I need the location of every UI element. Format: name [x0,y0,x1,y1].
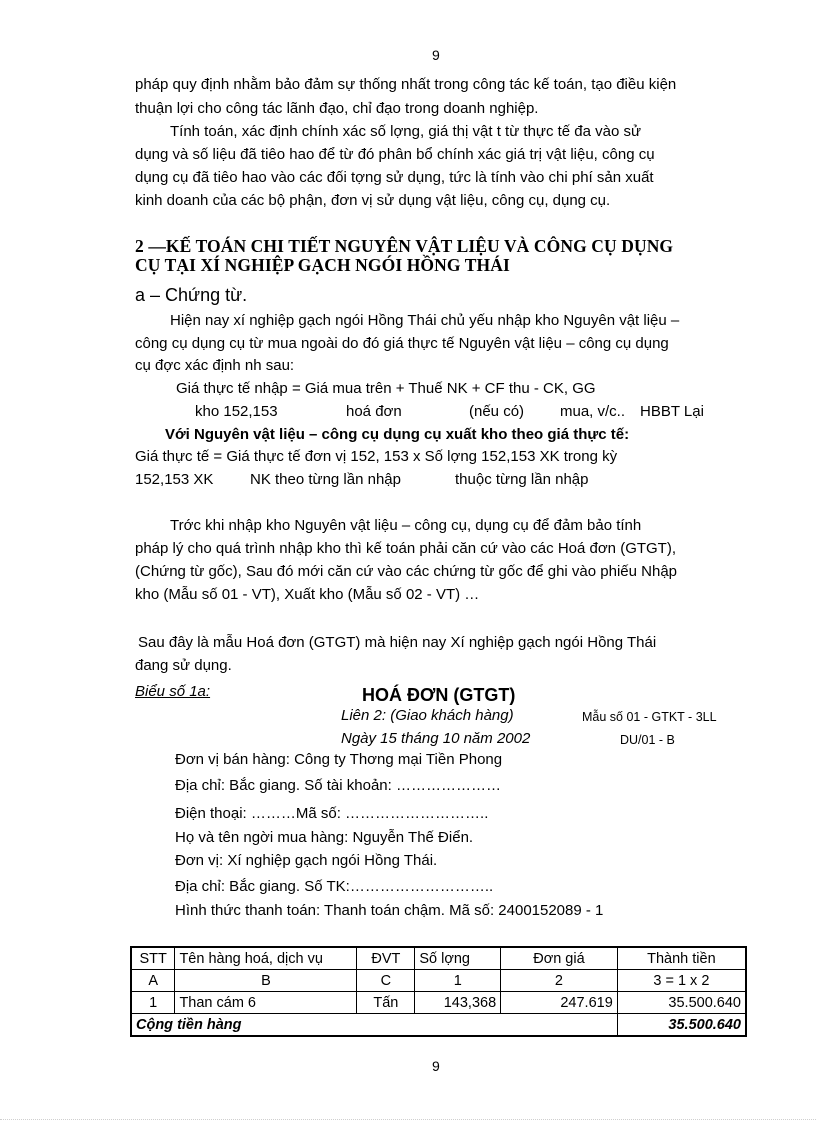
table-cell: B [175,970,357,992]
text-line: dụng cụ đã tiêo hao vào các đối tợng sử dụng, tức là tính vào chi phí sản xuất [135,169,654,186]
table-cell: 1 [131,992,175,1014]
text-line: kho (Mẫu số 01 - VT), Xuất kho (Mẫu số 02 - VT) … [135,586,480,603]
invoice-date: Ngày 15 tháng 10 năm 2002 [341,730,531,747]
table-header-row [131,947,746,970]
table-cell: C [357,970,415,992]
text-line: Hiện nay xí nghiệp gạch ngói Hồng Thái chủ yếu nhập kho Nguyên vật liệu – [170,312,680,329]
text-line: pháp lý cho quá trình nhập kho thì kế toán phải căn cứ vào các Hoá đơn (GTGT), [135,540,677,557]
formula-term: kho 152,153 [195,403,278,420]
invoice-copy-line: Liên 2: (Giao khách hàng) [341,707,514,724]
bold-line: Với Nguyên vật liệu – công cụ dụng cụ xuất kho theo giá thực tế: [165,426,630,443]
table-cell: 3 = 1 x 2 [617,970,746,992]
table-cell: Than cám 6 [175,992,357,1014]
seller-address-line: Địa chỉ: Bắc giang. Số tài khoản: ………………… [175,777,501,794]
seller-phone-line: Điện thoại: ………Mã số: ……………………….. [175,805,489,822]
seller-line: Đơn vị bán hàng: Công ty Thơng mại Tiền Phong [175,751,503,768]
table-row [131,992,746,1014]
invoice-title: HOÁ ĐƠN (GTGT) [362,685,516,705]
text-line: công cụ dụng cụ từ mua ngoài do đó giá thực tế Nguyên vật liệu – công cụ dụng [135,335,669,352]
invoice-form-code: Mẫu số 01 - GTKT - 3LL [582,710,717,724]
formula-term: NK theo từng lần nhập [250,471,401,488]
formula-term: 152,153 XK [135,471,214,488]
text-line: (Chứng từ gốc), Sau đó mới căn cứ vào các chứng từ gốc để ghi vào phiếu Nhập [135,563,677,580]
text-line: Tính toán, xác định chính xác số lợng, giá thị vật t từ thực tế đa vào sử [170,123,642,140]
formula-term: HBBT Lại [640,403,704,420]
payment-line: Hình thức thanh toán: Thanh toán chậm. Mã số: 2400152089 - 1 [175,902,604,919]
column-header: Tên hàng hoá, dịch vụ [175,947,357,970]
heading-line: CỤ TẠI XÍ NGHIỆP GẠCH NGÓI HỒNG THÁI [135,255,510,275]
buyer-unit-line: Đơn vị: Xí nghiệp gạch ngói Hồng Thái. [175,852,438,869]
column-header: ĐVT [357,947,415,970]
table-cell: A [131,970,175,992]
page-bottom-dotted-rule [0,1119,816,1120]
text-line: dụng và số liệu đã tiêo hao để từ đó phân bổ chính xác giá trị vật liệu, công cụ [135,146,655,163]
text-line: kinh doanh của các bộ phận, đơn vị sử dụng vật liệu, công cụ, dụng cụ. [135,192,611,209]
text-line: đang sử dụng. [135,657,232,674]
formula-line: Giá thực tế = Giá thực tế đơn vị 152, 153 x Số lợng 152,153 XK trong kỳ [135,448,618,465]
formula-line: Giá thực tế nhập = Giá mua trên + Thuế NK + CF thu - CK, GG [176,380,596,397]
column-header: Thành tiền [617,947,746,970]
total-label: Cộng tiền hàng [131,1014,617,1037]
table-code-row [131,970,746,992]
figure-label: Biểu số 1a: [135,683,211,700]
text-line: Sau đây là mẫu Hoá đơn (GTGT) mà hiện nay Xí nghiệp gạch ngói Hồng Thái [138,634,657,651]
table-cell: 247.619 [501,992,618,1014]
text-line: Trớc khi nhập kho Nguyên vật liệu – công cụ, dụng cụ để đảm bảo tính [170,517,642,534]
buyer-name-line: Họ và tên ngời mua hàng: Nguyễn Thế Điển. [175,829,474,846]
formula-term: (nếu có) [469,403,525,420]
buyer-address-line: Địa chỉ: Bắc giang. Số TK:……………………….. [175,878,494,895]
table-cell: 143,368 [415,992,501,1014]
formula-term: hoá đơn [346,403,402,420]
heading-line: 2 —KẾ TOÁN CHI TIẾT NGUYÊN VẬT LIỆU VÀ CÔNG CỤ DỤNG [135,236,674,256]
formula-term: mua, v/c.. [560,403,626,420]
total-value: 35.500.640 [617,1014,746,1037]
table-cell: Tấn [357,992,415,1014]
text-line: cụ đợc xác định nh sau: [135,357,295,374]
formula-term: thuộc từng lần nhập [455,471,589,488]
page-number-bottom: 9 [432,1058,440,1074]
column-header: STT [131,947,175,970]
text-line: thuận lợi cho công tác lãnh đạo, chỉ đạo trong doanh nghiệp. [135,100,539,117]
invoice-table [130,946,747,1037]
table-cell: 35.500.640 [617,992,746,1014]
page-number-top: 9 [432,47,440,63]
column-header: Số lợng [415,947,501,970]
table-total-row [131,1014,746,1037]
table-cell: 1 [415,970,501,992]
column-header: Đơn giá [501,947,618,970]
table-cell: 2 [501,970,618,992]
subsection-heading: a – Chứng từ. [135,285,248,305]
invoice-serial: DU/01 - B [620,733,675,747]
text-line: pháp quy định nhằm bảo đảm sự thống nhất trong công tác kế toán, tạo điều kiện [135,76,677,93]
